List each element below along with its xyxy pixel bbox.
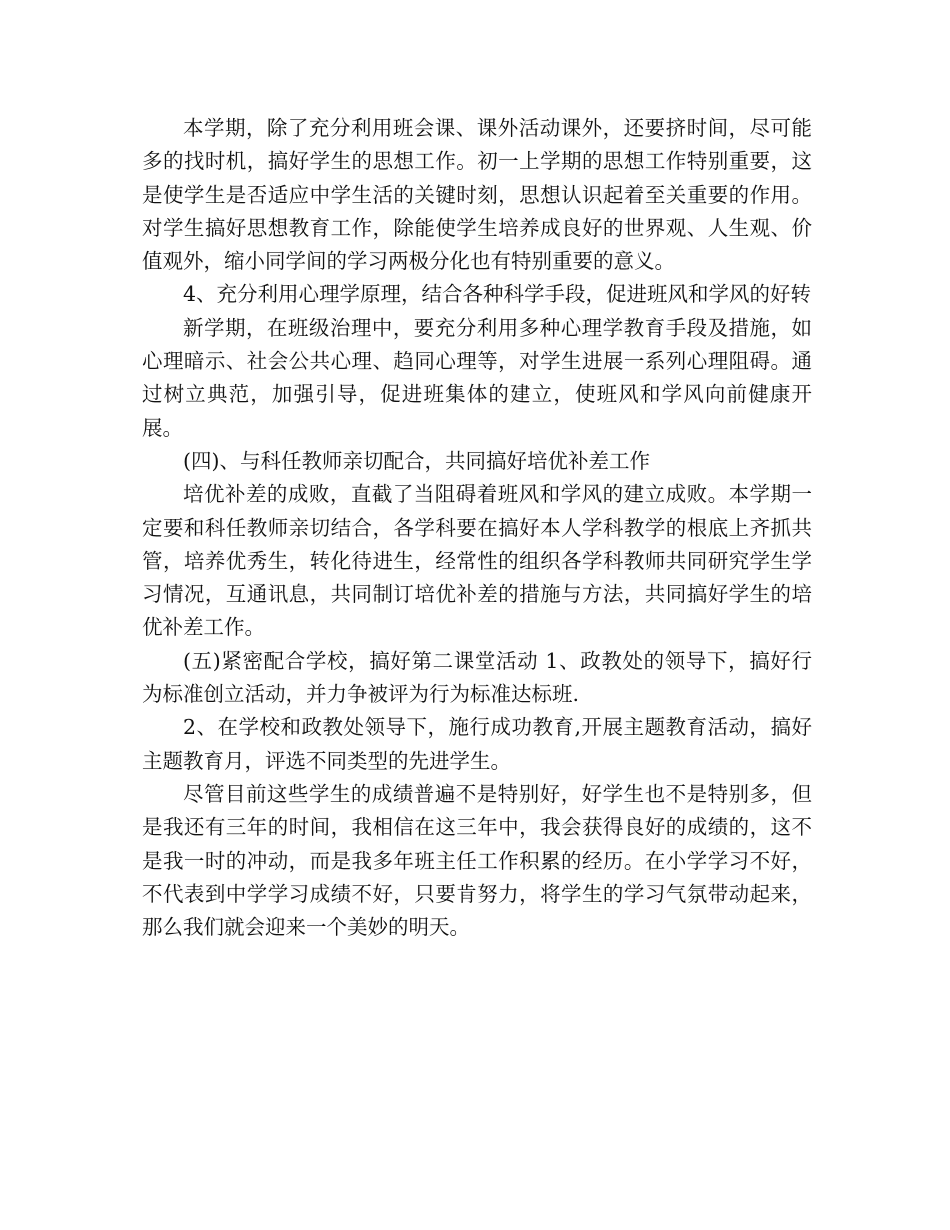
paragraph-psychology-methods: 新学期，在班级治理中，要充分利用多种心理学教育手段及措施，如心理暗示、社会公共心理、趋同心理等，对学生进展一系列心理阻碍。通过树立典范，加强引导，促进班集体的建立，使班风和学风向前健康开展。 bbox=[142, 315, 812, 440]
paragraph-thought-work: 本学期，除了充分利用班会课、课外活动课外，还要挤时间，尽可能多的找时机，搞好学生的思想工作。初一上学期的思想工作特别重要，这是使学生是否适应中学生活的关键时刻，思想认识起着至关重要的作用。对学生搞好思想教育工作，除能使学生培养成良好的世界观、人生观、价值观外，缩小同学间的学习两极分化也有特别重要的意义。 bbox=[142, 116, 812, 274]
paragraph-theme-education: 2、在学校和政教处领导下，施行成功教育,开展主题教育活动，搞好主题教育月，评选不同类型的先进学生。 bbox=[142, 715, 812, 773]
heading-psychology-principles: 4、充分利用心理学原理，结合各种科学手段，促进班风和学风的好转 bbox=[183, 282, 812, 307]
heading-teacher-cooperation: (四)、与科任教师亲切配合，共同搞好培优补差工作 bbox=[183, 448, 650, 473]
document-body bbox=[142, 112, 812, 944]
paragraph-second-classroom: (五)紧密配合学校，搞好第二课堂活动 1、政教处的领导下，搞好行为标准创立活动，并力争被评为行为标准达标班. bbox=[142, 648, 812, 707]
paragraph-conclusion: 尽管目前这些学生的成绩普遍不是特别好，好学生也不是特别多，但是我还有三年的时间，我相信在这三年中，我会获得良好的成绩的，这不是我一时的冲动，而是我多年班主任工作积累的经历。在小学学习不好，不代表到中学学习成绩不好，只要肯努力，将学生的学习气氛带动起来，那么我们就会迎来一个美妙的明天。 bbox=[142, 781, 812, 940]
paragraph-tutoring-work: 培优补差的成败，直截了当阻碍着班风和学风的建立成败。本学期一定要和科任教师亲切结合，各学科要在搞好本人学科教学的根底上齐抓共管，培养优秀生，转化待进生，经常性的组织各学科教师共同研究学生学习情况，互通讯息，共同制订培优补差的措施与方法，共同搞好学生的培优补差工作。 bbox=[142, 482, 812, 640]
